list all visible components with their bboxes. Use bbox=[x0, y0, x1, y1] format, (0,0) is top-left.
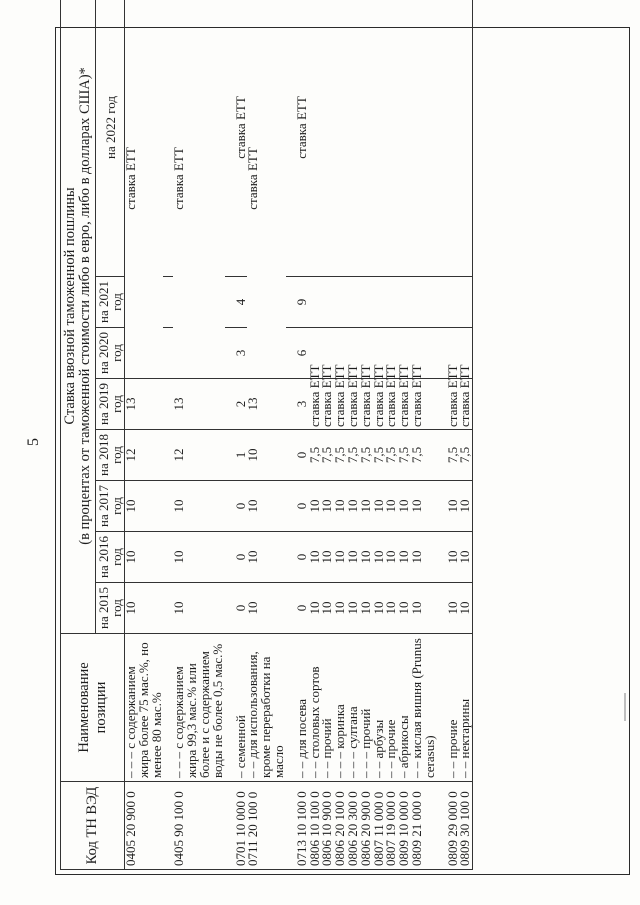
row-rate: ставка ЕТТ bbox=[309, 379, 322, 430]
row-value: 7,5 bbox=[459, 430, 472, 481]
row-value: 10 bbox=[360, 481, 373, 532]
row-code: 0806 20 900 0 bbox=[360, 782, 373, 870]
row-value: 10 bbox=[247, 430, 285, 481]
row-value: 7,5 bbox=[447, 430, 460, 481]
row-value: 0 bbox=[296, 481, 309, 532]
row-rate: ставка ЕТТ bbox=[447, 379, 460, 430]
row-code: 0806 20 100 0 bbox=[334, 782, 347, 870]
row-value: 7,5 bbox=[411, 430, 437, 481]
header-year: на 2022 год bbox=[96, 0, 125, 277]
row-value: 10 bbox=[398, 481, 411, 532]
row-value: 10 bbox=[173, 583, 224, 634]
header-year: на 2015 год bbox=[96, 583, 125, 634]
header-rate bbox=[61, 0, 96, 634]
row-value: 10 bbox=[411, 481, 437, 532]
row-value: 1 bbox=[235, 430, 248, 481]
row-rate: ставка ЕТТ bbox=[321, 379, 334, 430]
row-value: 10 bbox=[398, 583, 411, 634]
row-value: 10 bbox=[321, 481, 334, 532]
row-name: – – столовых сортов bbox=[309, 634, 322, 782]
table-row bbox=[459, 0, 472, 870]
row-name: – – прочие bbox=[447, 634, 460, 782]
row-rate: ставка ЕТТ bbox=[334, 379, 347, 430]
header-rate-subtitle: (в процентах от таможенной стоимости либо в евро, либо в долларах США)* bbox=[77, 67, 93, 545]
row-name: – – – султана bbox=[347, 634, 360, 782]
header-year: на 2020 год bbox=[96, 328, 125, 379]
row-rate: ставка ЕТТ bbox=[385, 379, 398, 430]
row-name: – – арбузы bbox=[373, 634, 386, 782]
row-value: 0 bbox=[296, 583, 309, 634]
row-value: 10 bbox=[347, 532, 360, 583]
row-name: – – прочие bbox=[385, 634, 398, 782]
row-value: 6 bbox=[296, 328, 309, 379]
table-row bbox=[125, 0, 164, 870]
row-value: 10 bbox=[447, 532, 460, 583]
row-name: – – – коринка bbox=[334, 634, 347, 782]
row-value: 10 bbox=[334, 532, 347, 583]
row-code: 0711 20 100 0 bbox=[247, 782, 285, 870]
row-value: 10 bbox=[447, 583, 460, 634]
row-value: 10 bbox=[125, 532, 164, 583]
row-name: – – нектарины bbox=[459, 634, 472, 782]
row-value: 10 bbox=[247, 532, 285, 583]
header-year: на 2017 год bbox=[96, 481, 125, 532]
table-row bbox=[247, 0, 285, 870]
row-value: 10 bbox=[321, 583, 334, 634]
row-value: 10 bbox=[459, 481, 472, 532]
row-value: 10 bbox=[125, 583, 164, 634]
row-value: 10 bbox=[373, 481, 386, 532]
row-code: 0809 29 000 0 bbox=[447, 782, 460, 870]
row-value: 10 bbox=[247, 481, 285, 532]
page-number: 5 bbox=[25, 438, 42, 446]
row-value: 9 bbox=[296, 277, 309, 328]
row-code: 0807 19 000 0 bbox=[385, 782, 398, 870]
row-value: 10 bbox=[447, 481, 460, 532]
row-value: 10 bbox=[321, 532, 334, 583]
row-value: 10 bbox=[373, 532, 386, 583]
row-code: 0701 10 000 0 bbox=[235, 782, 248, 870]
row-rate: ставка ЕТТ bbox=[125, 0, 164, 379]
row-value: 10 bbox=[411, 583, 437, 634]
row-code: 0713 10 100 0 bbox=[296, 782, 309, 870]
row-name: – абрикосы bbox=[398, 634, 411, 782]
row-value: 7,5 bbox=[309, 430, 322, 481]
table-row bbox=[411, 0, 437, 870]
row-rate: ставка ЕТТ bbox=[296, 0, 309, 277]
row-code: 0809 10 000 0 bbox=[398, 782, 411, 870]
row-value: 2 bbox=[235, 379, 248, 430]
header-year: на 2021 год bbox=[96, 277, 125, 328]
row-code: 0405 20 900 0 bbox=[125, 782, 164, 870]
row-value: 3 bbox=[235, 328, 248, 379]
row-code: 0806 10 900 0 bbox=[321, 782, 334, 870]
row-rate: ставка ЕТТ bbox=[360, 379, 373, 430]
row-rate: ставка ЕТТ bbox=[347, 379, 360, 430]
row-code: 0809 21 000 0 bbox=[411, 782, 437, 870]
header-year: на 2018 год bbox=[96, 430, 125, 481]
row-code: 0807 11 000 0 bbox=[373, 782, 386, 870]
row-value: 13 bbox=[125, 379, 164, 430]
row-value: 7,5 bbox=[360, 430, 373, 481]
row-value: 10 bbox=[459, 532, 472, 583]
row-value: 10 bbox=[173, 481, 224, 532]
row-value: 13 bbox=[247, 379, 285, 430]
table-row bbox=[173, 0, 224, 870]
row-value: 4 bbox=[235, 277, 248, 328]
header-year: на 2016 год bbox=[96, 532, 125, 583]
row-value: 7,5 bbox=[398, 430, 411, 481]
row-rate: ставка ЕТТ bbox=[411, 379, 437, 430]
row-value: 10 bbox=[309, 583, 322, 634]
row-rate: ставка ЕТТ bbox=[373, 379, 386, 430]
row-code: 0806 10 100 0 bbox=[309, 782, 322, 870]
row-code: 0809 30 100 0 bbox=[459, 782, 472, 870]
tariff-table bbox=[60, 0, 473, 870]
row-rate: ставка ЕТТ bbox=[173, 0, 224, 379]
row-name: – – прочий bbox=[321, 634, 334, 782]
row-value: 10 bbox=[309, 532, 322, 583]
row-name: – – кислая вишня (Prunus cerasus) bbox=[411, 634, 437, 782]
row-value: 10 bbox=[309, 481, 322, 532]
row-value: 7,5 bbox=[321, 430, 334, 481]
row-value: 7,5 bbox=[347, 430, 360, 481]
row-rate: ставка ЕТТ bbox=[235, 0, 248, 277]
header-name: Наименование позиции bbox=[61, 634, 125, 782]
row-name: – – для использования, кроме переработки на масло bbox=[247, 634, 285, 782]
row-name: – – для посева bbox=[296, 634, 309, 782]
row-value: 12 bbox=[125, 430, 164, 481]
row-value: 3 bbox=[296, 379, 309, 430]
row-name: – – – прочий bbox=[360, 634, 373, 782]
row-value: 10 bbox=[373, 583, 386, 634]
row-value: 0 bbox=[296, 532, 309, 583]
row-value: 10 bbox=[360, 532, 373, 583]
rotated-table-area bbox=[60, 30, 630, 870]
row-value: 10 bbox=[411, 532, 437, 583]
header-year: на 2019 год bbox=[96, 379, 125, 430]
row-value: 7,5 bbox=[385, 430, 398, 481]
header-code: Код ТН ВЭД bbox=[61, 782, 125, 870]
row-code: 0405 90 100 0 bbox=[173, 782, 224, 870]
row-value: 10 bbox=[360, 583, 373, 634]
row-value: 10 bbox=[459, 583, 472, 634]
row-value: 10 bbox=[347, 583, 360, 634]
row-rate: ставка ЕТТ bbox=[247, 0, 285, 379]
header-rate-title: Ставка ввозной таможенной пошлины bbox=[62, 187, 78, 425]
row-rate: ставка ЕТТ bbox=[398, 379, 411, 430]
row-value: 7,5 bbox=[373, 430, 386, 481]
row-value: 10 bbox=[385, 583, 398, 634]
row-value: 10 bbox=[385, 481, 398, 532]
row-value: 7,5 bbox=[334, 430, 347, 481]
row-name: – – – с содержанием жира 99,3 мас.% или более и с содержанием воды не более 0,5 мас.% bbox=[173, 634, 224, 782]
row-value: 0 bbox=[296, 430, 309, 481]
row-value: 10 bbox=[334, 583, 347, 634]
row-value: 10 bbox=[385, 532, 398, 583]
row-value: 10 bbox=[247, 583, 285, 634]
row-value: 10 bbox=[347, 481, 360, 532]
row-value: 10 bbox=[173, 532, 224, 583]
row-value: 0 bbox=[235, 532, 248, 583]
row-code: 0806 20 300 0 bbox=[347, 782, 360, 870]
row-name: – семенной bbox=[235, 634, 248, 782]
row-value: 10 bbox=[398, 532, 411, 583]
row-value: 0 bbox=[235, 583, 248, 634]
row-value: 10 bbox=[334, 481, 347, 532]
row-value: 0 bbox=[235, 481, 248, 532]
row-value: 13 bbox=[173, 379, 224, 430]
row-rate: ставка ЕТТ bbox=[459, 379, 472, 430]
row-value: 10 bbox=[125, 481, 164, 532]
row-value: 12 bbox=[173, 430, 224, 481]
row-name: – – – с содержанием жира более 75 мас.%, но менее 80 мас.% bbox=[125, 634, 164, 782]
